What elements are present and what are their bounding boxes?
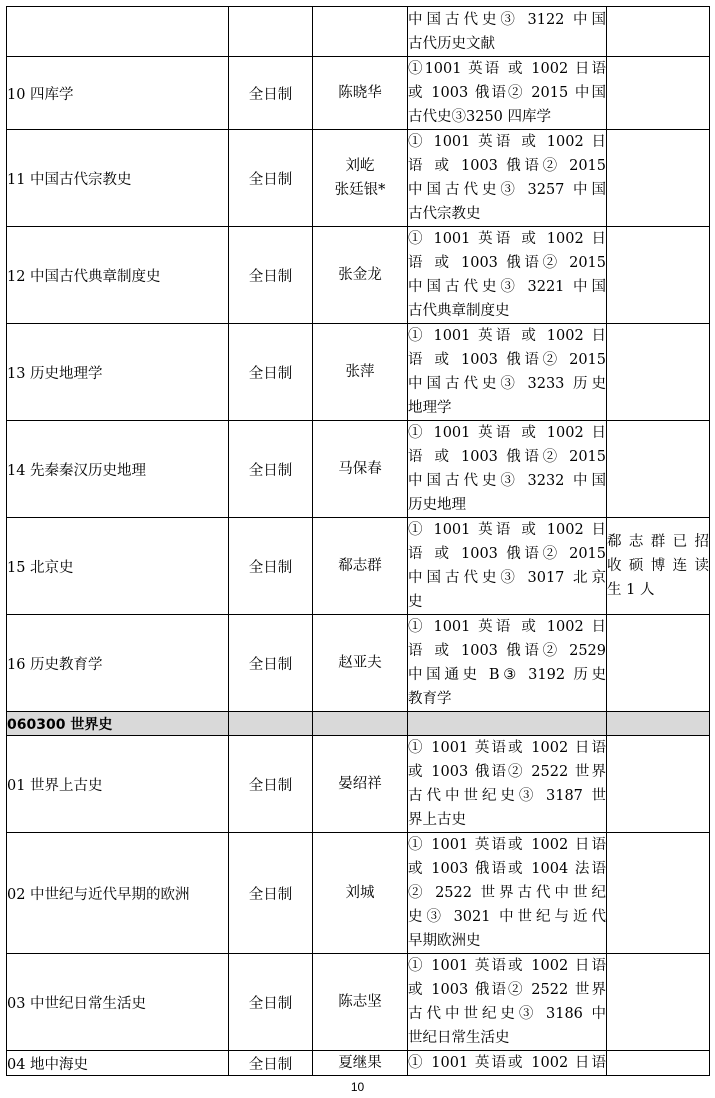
exam-subject-line: 或 1003 俄语② 2522 世界 bbox=[408, 982, 606, 998]
major-name-cell: 16 历史教育学 bbox=[7, 615, 229, 712]
exam-subject-line: ① 1001 英语或 1002 日语 bbox=[408, 958, 606, 974]
section-title: 060300 世界史 bbox=[7, 712, 229, 736]
tutor-cell bbox=[313, 57, 408, 130]
study-mode-cell: 全日制 bbox=[229, 1051, 313, 1076]
table-row bbox=[7, 518, 710, 615]
exam-subjects-cell bbox=[408, 712, 607, 736]
exam-subjects-cell bbox=[408, 736, 607, 833]
exam-subject-line: 语 或 1003 俄语② 2015 bbox=[408, 158, 606, 174]
tutor-cell bbox=[313, 7, 408, 57]
remarks-cell bbox=[607, 130, 710, 227]
major-name-cell: 10 四库学 bbox=[7, 57, 229, 130]
tutor-cell bbox=[313, 227, 408, 324]
remarks-cell bbox=[607, 7, 710, 57]
tutor-cell bbox=[313, 518, 408, 615]
exam-subjects-cell bbox=[408, 57, 607, 130]
study-mode-cell bbox=[229, 712, 313, 736]
exam-subject-line: 或 1003 俄语② 2522 世界 bbox=[408, 764, 606, 780]
exam-subject-line: ①1001 英语 或 1002 日语 bbox=[408, 61, 606, 77]
tutor-cell bbox=[313, 833, 408, 954]
tutor-name: 张廷银* bbox=[334, 182, 386, 198]
exam-subject-line: 古代中世纪史③ 3186 中 bbox=[408, 1006, 606, 1022]
exam-subject-line: 古代历史文献 bbox=[408, 35, 495, 52]
tutor-cell bbox=[313, 615, 408, 712]
study-mode-cell: 全日制 bbox=[229, 130, 313, 227]
tutor-name: 陈志坚 bbox=[338, 994, 382, 1010]
exam-subject-line: ① 1001 英语或 1002 日语 bbox=[408, 837, 606, 853]
major-name-cell: 01 世界上古史 bbox=[7, 736, 229, 833]
remarks-cell bbox=[607, 518, 710, 615]
tutor-cell bbox=[313, 1051, 408, 1076]
major-name-cell: 02 中世纪与近代早期的欧洲 bbox=[7, 833, 229, 954]
table-row bbox=[7, 130, 710, 227]
table-row bbox=[7, 954, 710, 1051]
tutor-cell bbox=[313, 712, 408, 736]
exam-subject-line: 中国古代史③ 3221 中国 bbox=[408, 279, 606, 295]
exam-subject-line: ① 1001 英语 或 1002 日 bbox=[408, 328, 606, 344]
exam-subject-line: 世纪日常生活史 bbox=[408, 1030, 510, 1046]
enrollment-table bbox=[6, 6, 710, 1076]
tutor-name: 夏继果 bbox=[338, 1055, 382, 1071]
table-row bbox=[7, 324, 710, 421]
exam-subject-line: 中国古代史③ 3122 中国 bbox=[408, 11, 606, 28]
remarks-cell bbox=[607, 227, 710, 324]
exam-subject-line: 或 1003 俄语或 1004 法语 bbox=[408, 861, 606, 877]
tutor-cell bbox=[313, 736, 408, 833]
tutor-name: 晏绍祥 bbox=[338, 776, 382, 792]
exam-subject-line: 史③ 3021 中世纪与近代 bbox=[408, 909, 606, 925]
major-name-cell bbox=[7, 7, 229, 57]
exam-subject-line: ② 2522 世界古代中世纪 bbox=[408, 885, 606, 901]
exam-subjects-cell bbox=[408, 954, 607, 1051]
tutor-name: 陈晓华 bbox=[338, 85, 382, 101]
exam-subject-line: 中国古代史③ 3232 中国 bbox=[408, 473, 606, 489]
study-mode-cell bbox=[229, 7, 313, 57]
study-mode-cell: 全日制 bbox=[229, 57, 313, 130]
major-name-cell: 15 北京史 bbox=[7, 518, 229, 615]
study-mode-cell: 全日制 bbox=[229, 227, 313, 324]
exam-subject-line: 语 或 1003 俄语② 2015 bbox=[408, 449, 606, 465]
tutor-name: 赵亚夫 bbox=[338, 655, 382, 671]
exam-subject-line: ① 1001 英语 或 1002 日 bbox=[408, 522, 606, 538]
exam-subject-line: 语 或 1003 俄语② 2015 bbox=[408, 352, 606, 368]
remarks-cell bbox=[607, 833, 710, 954]
major-name-cell: 11 中国古代宗教史 bbox=[7, 130, 229, 227]
tutor-cell bbox=[313, 324, 408, 421]
table-row bbox=[7, 833, 710, 954]
study-mode-cell: 全日制 bbox=[229, 518, 313, 615]
table-row bbox=[7, 736, 710, 833]
study-mode-cell: 全日制 bbox=[229, 954, 313, 1051]
exam-subject-line: ① 1001 英语 或 1002 日 bbox=[408, 134, 606, 150]
tutor-name: 马保春 bbox=[338, 461, 382, 477]
tutor-cell bbox=[313, 421, 408, 518]
exam-subject-line: 或 1003 俄语② 2015 中国 bbox=[408, 85, 606, 101]
exam-subjects-cell bbox=[408, 518, 607, 615]
remarks-cell bbox=[607, 324, 710, 421]
page-number: 10 bbox=[350, 1080, 365, 1094]
remarks-cell bbox=[607, 615, 710, 712]
exam-subject-line: 史 bbox=[408, 594, 423, 610]
exam-subject-line: ① 1001 英语 或 1002 日 bbox=[408, 619, 606, 635]
exam-subjects-cell bbox=[408, 421, 607, 518]
exam-subject-line: 历史地理 bbox=[408, 497, 466, 513]
remarks-cell bbox=[607, 736, 710, 833]
exam-subject-line: 中国古代史③ 3017 北京 bbox=[408, 570, 606, 586]
exam-subject-line: ① 1001 英语或 1002 日语 bbox=[408, 1055, 606, 1071]
exam-subjects-cell bbox=[408, 833, 607, 954]
table-row bbox=[7, 7, 710, 57]
remarks-cell bbox=[607, 57, 710, 130]
remarks-cell bbox=[607, 954, 710, 1051]
remarks-cell bbox=[607, 1051, 710, 1076]
remarks-cell bbox=[607, 421, 710, 518]
exam-subjects-cell bbox=[408, 615, 607, 712]
tutor-name: 刘城 bbox=[345, 885, 375, 901]
table-row bbox=[7, 615, 710, 712]
exam-subject-line: 中国古代史③ 3233 历史 bbox=[408, 376, 606, 392]
exam-subject-line: 古代史③3250 四库学 bbox=[408, 109, 552, 125]
exam-subjects-cell bbox=[408, 324, 607, 421]
exam-subject-line: 古代中世纪史③ 3187 世 bbox=[408, 788, 606, 804]
major-name-cell: 14 先秦秦汉历史地理 bbox=[7, 421, 229, 518]
exam-subject-line: 中国通史 B③ 3192 历史 bbox=[408, 667, 606, 683]
tutor-name: 刘屹 bbox=[345, 158, 375, 174]
tutor-name: 张萍 bbox=[345, 364, 375, 380]
exam-subjects-cell bbox=[408, 227, 607, 324]
tutor-name: 张金龙 bbox=[338, 267, 382, 283]
major-name-cell: 04 地中海史 bbox=[7, 1051, 229, 1076]
exam-subjects-cell bbox=[408, 130, 607, 227]
study-mode-cell: 全日制 bbox=[229, 421, 313, 518]
exam-subject-line: 语 或 1003 俄语② 2015 bbox=[408, 255, 606, 271]
study-mode-cell: 全日制 bbox=[229, 833, 313, 954]
exam-subject-line: ① 1001 英语或 1002 日语 bbox=[408, 740, 606, 756]
exam-subjects-cell bbox=[408, 1051, 607, 1076]
exam-subject-line: 语 或 1003 俄语② 2015 bbox=[408, 546, 606, 562]
exam-subject-line: 语 或 1003 俄语② 2529 bbox=[408, 643, 606, 659]
remark-line: 生 1 人 bbox=[607, 582, 655, 598]
table-row bbox=[7, 421, 710, 518]
exam-subject-line: ① 1001 英语 或 1002 日 bbox=[408, 425, 606, 441]
major-name-cell: 13 历史地理学 bbox=[7, 324, 229, 421]
exam-subject-line: 地理学 bbox=[408, 400, 452, 416]
exam-subject-line: 古代典章制度史 bbox=[408, 303, 510, 319]
major-name-cell: 12 中国古代典章制度史 bbox=[7, 227, 229, 324]
exam-subject-line: 中国古代史③ 3257 中国 bbox=[408, 182, 606, 198]
exam-subject-line: 教育学 bbox=[408, 691, 452, 707]
tutor-cell bbox=[313, 130, 408, 227]
exam-subject-line: 早期欧洲史 bbox=[408, 933, 481, 949]
exam-subject-line: 界上古史 bbox=[408, 812, 466, 828]
study-mode-cell: 全日制 bbox=[229, 736, 313, 833]
study-mode-cell: 全日制 bbox=[229, 324, 313, 421]
exam-subject-line: ① 1001 英语 或 1002 日 bbox=[408, 231, 606, 247]
major-name-cell: 03 中世纪日常生活史 bbox=[7, 954, 229, 1051]
exam-subject-line: 古代宗教史 bbox=[408, 206, 481, 222]
table-row bbox=[7, 1051, 710, 1076]
tutor-name: 郗志群 bbox=[338, 558, 382, 574]
remark-line: 收硕博连读 bbox=[607, 558, 709, 574]
study-mode-cell: 全日制 bbox=[229, 615, 313, 712]
exam-subjects-cell bbox=[408, 7, 607, 57]
section-row bbox=[7, 712, 710, 736]
table-row bbox=[7, 57, 710, 130]
remarks-cell bbox=[607, 712, 710, 736]
tutor-cell bbox=[313, 954, 408, 1051]
table-row bbox=[7, 227, 710, 324]
remark-line: 郗志群已招 bbox=[607, 534, 709, 550]
